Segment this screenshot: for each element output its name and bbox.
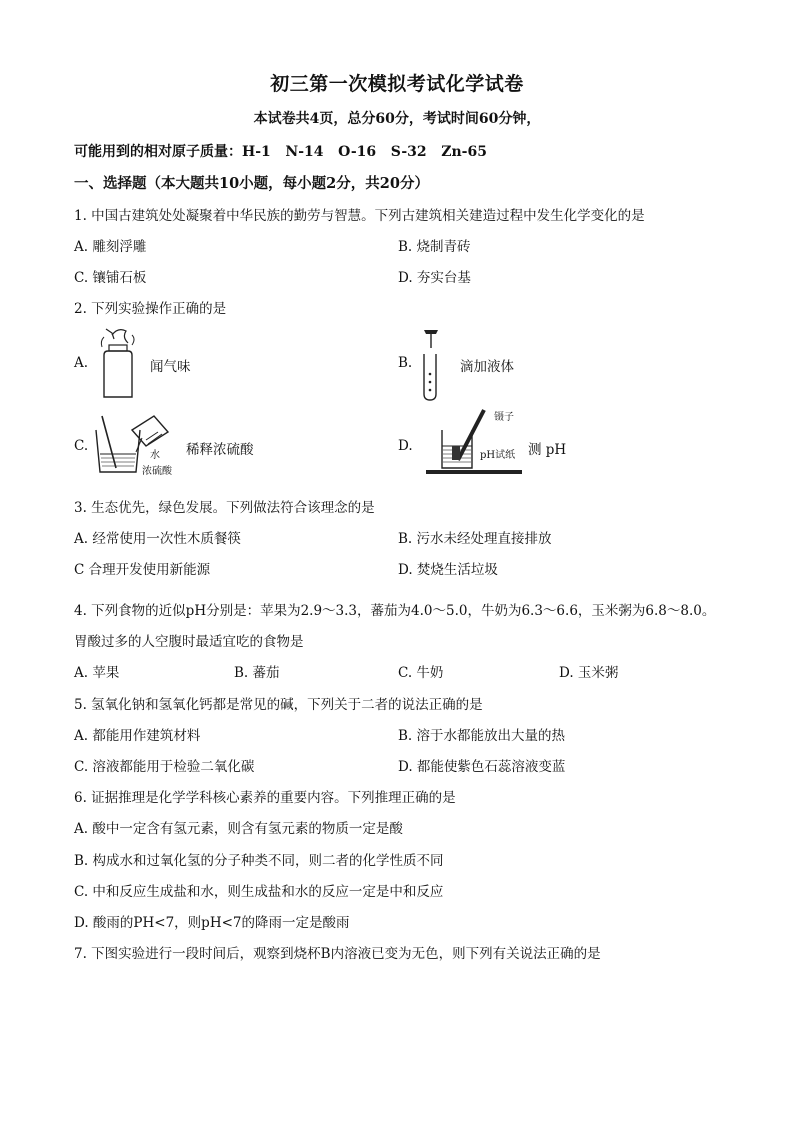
question-4-option-c: C. 牛奶 <box>398 665 444 681</box>
question-6-stem: 6. 证据推理是化学学科核心素养的重要内容。下列推理正确的是 <box>74 790 456 806</box>
question-2-option-c-label: 稀释浓硫酸 <box>186 442 254 458</box>
question-4-option-b: B. 蕃茄 <box>234 665 280 681</box>
question-3-option-d: D. 焚烧生活垃圾 <box>398 562 498 578</box>
tweezers-label: 镊子 <box>494 412 514 423</box>
exam-info: 本试卷共4页，总分60分，考试时间60分钟， <box>253 111 541 127</box>
page-title: 初三第一次模拟考试化学试卷 <box>270 73 524 95</box>
question-4-stem: 4. 下列食物的近似pH分别是：苹果为2.9～3.3，蕃茄为4.0～5.0，牛奶为6.3～6.6，玉米粥为6.8～8.0。 <box>74 603 716 619</box>
question-1-option-b: B. 烧制青砖 <box>398 239 471 255</box>
question-4-option-d: D. 玉米粥 <box>559 665 619 681</box>
question-7-stem: 7. 下图实验进行一段时间后，观察到烧杯B内溶液已变为无色，则下列有关说法正确的是 <box>74 946 601 962</box>
question-5-option-a: A. 都能用作建筑材料 <box>74 728 201 744</box>
question-5-option-b: B. 溶于水都能放出大量的热 <box>398 728 566 744</box>
question-1-option-c: C. 镶铺石板 <box>74 270 147 286</box>
question-3-option-c: C 合理开发使用新能源 <box>74 562 211 578</box>
question-6-option-d: D. 酸雨的PH<7，则pH<7的降雨一定是酸雨 <box>74 915 350 931</box>
diluting-acid-illustration <box>92 410 177 482</box>
question-2-option-a-label: 闻气味 <box>150 359 191 375</box>
smelling-gas-illustration <box>92 325 142 400</box>
dropper-illustration <box>416 326 446 402</box>
question-1-option-a: A. 雕刻浮雕 <box>74 239 147 255</box>
question-2-option-d-label: 测 pH <box>528 442 567 458</box>
question-3-stem: 3. 生态优先，绿色发展。下列做法符合该理念的是 <box>74 500 375 516</box>
question-2-option-a-letter: A. <box>74 355 89 371</box>
question-3-option-a: A. 经常使用一次性木质餐筷 <box>74 531 241 547</box>
question-1-option-d: D. 夯实台基 <box>398 270 471 286</box>
question-5-option-d: D. 都能使紫色石蕊溶液变蓝 <box>398 759 566 775</box>
question-5-stem: 5. 氢氧化钠和氢氧化钙都是常见的碱，下列关于二者的说法正确的是 <box>74 697 483 713</box>
question-2-option-d-letter: D. <box>398 438 413 454</box>
question-2-option-c-letter: C. <box>74 438 89 454</box>
atomic-masses: 可能用到的相对原子质量：H-1 N-14 O-16 S-32 Zn-65 <box>74 144 487 160</box>
question-2-option-b-label: 滴加液体 <box>460 359 514 375</box>
question-4-option-a: A. 苹果 <box>74 665 120 681</box>
question-6-option-c: C. 中和反应生成盐和水，则生成盐和水的反应一定是中和反应 <box>74 884 444 900</box>
question-6-option-b: B. 构成水和过氧化氢的分子种类不同，则二者的化学性质不同 <box>74 853 444 869</box>
conc-acid-label: 浓硫酸 <box>142 466 172 477</box>
question-3-option-b: B. 污水未经处理直接排放 <box>398 531 552 547</box>
question-1-stem: 1. 中国古建筑处处凝聚着中华民族的勤劳与智慧。下列古建筑相关建造过程中发生化学变化的是 <box>74 208 645 224</box>
ph-paper-label: pH试纸 <box>480 450 516 461</box>
question-4-stem-continued: 胃酸过多的人空腹时最适宜吃的食物是 <box>74 634 304 650</box>
section-heading: 一、选择题（本大题共10小题，每小题2分，共20分） <box>74 175 429 192</box>
question-5-option-c: C. 溶液都能用于检验二氧化碳 <box>74 759 255 775</box>
water-label: 水 <box>150 450 160 461</box>
question-2-stem: 2. 下列实验操作正确的是 <box>74 301 227 317</box>
question-2-option-b-letter: B. <box>398 355 413 371</box>
ph-test-illustration <box>424 406 524 478</box>
question-6-option-a: A. 酸中一定含有氢元素，则含有氢元素的物质一定是酸 <box>74 821 403 837</box>
